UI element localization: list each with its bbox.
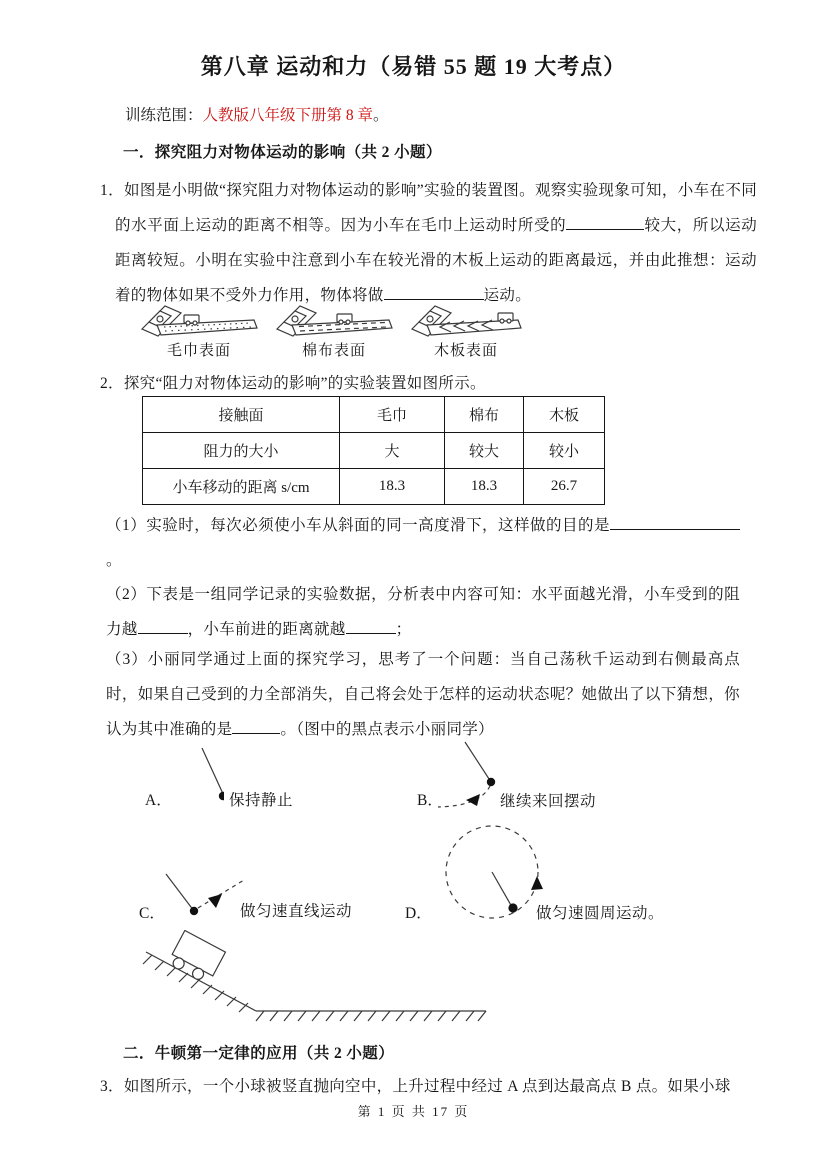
table-cell: 较小 xyxy=(524,433,605,469)
cotton-surface-figure xyxy=(275,300,393,338)
sub-question-3-tail: 。（图中的黑点表示小丽同学） xyxy=(280,721,494,738)
figure-cotton-surface xyxy=(275,300,393,360)
ramp-cart-figure xyxy=(130,930,500,1032)
question-1-text-3: 运动。 xyxy=(483,287,532,304)
question-1-text-1: 1．如图是小明做“探究阻力对物体运动的影响”实验的装置图。观察实验现象可知，小车在不同的水平面上运动的距离不相等。因为小车在毛巾上运动时所受的 xyxy=(100,182,757,234)
blank-underline xyxy=(138,619,188,634)
question-2-lead: 2．探究“阻力对物体运动的影响”的实验装置如图所示。 xyxy=(100,375,486,392)
option-c-label: C． xyxy=(139,905,165,922)
pendulum-c-figure xyxy=(156,866,252,921)
option-a-caption: 保持静止 xyxy=(229,792,294,809)
car-icon xyxy=(498,313,513,323)
question-3: 3．如图所示，一个小球被竖直抛向空中，上升过程中经过 A 点到达最高点 B 点。如果小球 xyxy=(100,1078,731,1095)
figure-towel-surface xyxy=(140,300,258,360)
option-b-label: B． xyxy=(417,792,443,809)
option-a-label: A． xyxy=(145,792,172,809)
scope-value: 人教版八年级下册第 8 章 xyxy=(202,107,374,124)
sub-question-3-text: （3）小丽同学通过上面的探究学习，思考了一个问题：当自己荡秋千运动到右侧最高点时，如果自己受到的力全部消失，自己将会处于怎样的运动状态呢？她做出了以下猜想，你认为其中准确的是 xyxy=(106,651,740,738)
table-cell: 阻力的大小 xyxy=(143,433,340,469)
question-1 xyxy=(100,173,757,313)
option-d-caption: 做匀速圆周运动。 xyxy=(536,905,665,922)
table-header-row xyxy=(143,397,605,433)
figure-wood-surface xyxy=(410,300,522,360)
scope-label: 训练范围： xyxy=(125,107,203,124)
option-b-caption: 继续来回摆动 xyxy=(500,793,597,810)
figure-label: 木板表面 xyxy=(433,343,498,359)
scope-line xyxy=(125,103,389,125)
option-d-label: D． xyxy=(405,905,432,922)
ground-hatching xyxy=(256,1011,486,1021)
table-row xyxy=(143,469,605,505)
table-cell: 大 xyxy=(340,433,445,469)
table-header-cell: 接触面 xyxy=(143,397,340,433)
sub-question-1 xyxy=(106,508,740,578)
question-1-text-2: 较大，所以运动距离较短。小明在实验中注意到小车在较光滑的木板上运动的距离最远，并由此推想：运动着的物体如果不受外力作用，物体将做 xyxy=(115,217,758,304)
scope-period: 。 xyxy=(373,107,389,124)
section-2-heading: 二．牛顿第一定律的应用（共 2 小题） xyxy=(123,1045,395,1062)
figure-label: 棉布表面 xyxy=(301,343,366,359)
experiment-data-table xyxy=(142,396,605,505)
sub-question-1-tail: 。 xyxy=(106,552,122,569)
section-1-heading: 一．探究阻力对物体运动的影响（共 2 小题） xyxy=(123,144,442,161)
option-c-caption: 做匀速直线运动 xyxy=(240,903,353,920)
towel-surface-figure xyxy=(140,300,258,338)
cart-icon xyxy=(167,930,225,985)
table-cell: 18.3 xyxy=(340,469,445,505)
figure-label: 毛巾表面 xyxy=(166,343,231,359)
car-icon xyxy=(337,314,352,324)
table-cell: 较大 xyxy=(445,433,524,469)
page-title: 第八章 运动和力（易错 55 题 19 大考点） xyxy=(200,54,627,79)
table-cell: 26.7 xyxy=(524,469,605,505)
table-header-cell: 毛巾 xyxy=(340,397,445,433)
blank-underline xyxy=(384,285,484,300)
circular-motion-d-figure xyxy=(436,820,552,926)
surface-figures-row xyxy=(140,300,522,360)
sub-question-2-text: （2）下表是一组同学记录的实验数据，分析表中内容可知：水平面越光滑，小车受到的阻力越 xyxy=(106,586,740,638)
wood-surface-figure xyxy=(410,300,522,338)
table-cell: 小车移动的距离 s/cm xyxy=(143,469,340,505)
blank-underline xyxy=(610,515,740,530)
table-cell: 18.3 xyxy=(445,469,524,505)
table-header-cell: 棉布 xyxy=(445,397,524,433)
blank-underline xyxy=(346,619,396,634)
sub-question-1-text: （1）实验时，每次必须使小车从斜面的同一高度滑下，这样做的目的是 xyxy=(106,517,610,534)
sub-question-2-text-2: ，小车前进的距离就越 xyxy=(187,621,346,638)
table-header-cell: 木板 xyxy=(524,397,605,433)
blank-underline xyxy=(232,719,280,734)
sub-question-3 xyxy=(106,642,740,747)
page-footer: 第 1 页 共 17 页 xyxy=(357,1104,470,1119)
table-row xyxy=(143,433,605,469)
sub-question-2-tail: ； xyxy=(395,621,412,638)
car-icon xyxy=(184,315,199,325)
blank-underline xyxy=(566,215,644,230)
sub-question-2 xyxy=(106,577,740,647)
